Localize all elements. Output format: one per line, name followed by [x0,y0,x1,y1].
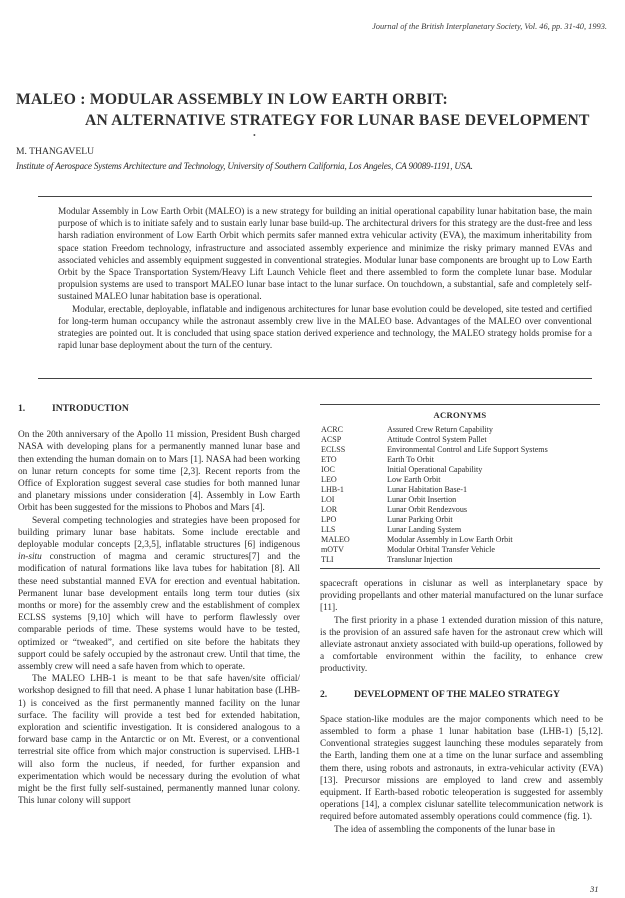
section-number: 2. [320,688,328,700]
text-run: Several competing technologies and strategies have been proposed for building primary lunar base habitats. Some include erectable and deployable modular concepts [2,3,5], inflatable structures [6] indigenous [18,515,300,551]
acronym-row [321,515,548,525]
acronym-abbr: LPO [321,515,337,524]
acronym-row [321,435,548,445]
section-2-paragraph-1: Space station-like modules are the major components which need to be assembled to form a phase 1 lunar habitation base (LHB-1) [5,12]. Conventional strategies suggest launching these modules separately from the Earth, landing them one at a time on the lunar surface and assembling them there, using robots and astronauts, in extra-vehicular activity (EVA) [13]. Precursor missions are employed to land crew and assembly equipment. If Earth-based robotic teleoperation is suggested for assembly operations [14], a complex cislunar satellite telecommunication network is required before automated assembly operations could commence (fig. 1). [320,714,603,823]
acronym-row [321,525,548,535]
abstract-paragraph-2: Modular, erectable, deployable, inflatable and indigenous architectures for lunar base evolution could be developed, site tested and certified for long-term human occupancy while the astronaut assembly crew live in the MALEO base. Advantages of the MALEO over conventional strategies are pointed out. It is concluded that using space station derived experience and technology, the MALEO strategy holds promise for a rapid lunar base deployment about the turn of the century. [58,304,592,352]
section-2-paragraph-2: The idea of assembling the components of the lunar base in [334,824,555,835]
acronym-abbr: TLI [321,555,334,564]
intro-paragraph-5: The first priority in a phase 1 extended duration mission of this nature, is the provision of an assured safe haven for the astronaut crew which will alleviate astronaut anxiety associated with build-up operations, followed by a comfortable environment within the facility, to enhance crew productivity. [320,615,603,675]
abstract-bottom-rule [38,378,592,379]
acronym-meaning: Initial Operational Capability [387,465,483,474]
text-run: construction of magma and ceramic structures[7] and the modification of natural formations like lava tubes for habitation [8]. All these need substantial manned EVA for erection and eventual habitation. Permanent lunar base development entails long term tour duties (six months or more) for the assembly crew and the establishment of complex ECLSS systems [9,10] which will have to perform flawlessly over comparable periods of time. These systems would have to be tested, optimized or “tweaked”, and certified on site before the habitats they support could be safely occupied by the astronaut crew. Until that time, the assembly crew will need a safe haven from which to operate. [18,552,300,673]
abstract-paragraph-1: Modular Assembly in Low Earth Orbit (MALEO) is a new strategy for building an initial operational capability lunar habitation base, the main purpose of which is to initiate safely and to sustain early lunar base build-up. The architectural drivers for this strategy are the dust-free and less harsh radiation environment of Low Earth Orbit which permits safer manned extra vehicular activity (EVA), the maximum inheritability from space station Freedom technology, infrastructure and associated assembly experience and minimize the risky primary manned EVAs and associated vehicles and assembly equipment suggested in conventional strategies. Modular lunar base components are brought up to Low Earth Orbit by the Space Transportation System/Heavy Lift Launch Vehicle fleet and there assembled to form the complete lunar base. Modular propulsion systems are used to transport MALEO lunar base intact to the lunar surface. On touchdown, a substantial, safe and completely self-sustained MALEO lunar habitation base is operational. [58,207,592,303]
left-column [18,403,300,808]
intro-paragraph-2 [18,515,300,674]
acronym-meaning: Lunar Habitation Base-1 [387,485,468,494]
acronym-abbr: LLS [321,525,336,534]
acronym-meaning: Modular Orbital Transfer Vehicle [387,545,495,554]
acronym-meaning: Attitude Control System Pallet [387,435,487,444]
intro-paragraph-3: The MALEO LHB-1 is meant to be that safe haven/site official/ workshop designed to fill that need. A phase 1 lunar habitation base (LHB-1) is conceived as the first permanently manned facility on the lunar surface. The facility will provide a test bed for extended habitation, exploration and scientific investigation. It is considered analogous to a forward base camp in the Antarctic or on Mt. Everest, or a conventional terrestrial site office from which major construction is supervised. LHB-1 will also form the nucleus, if needed, for further expansion and experimentation which would be necessary during the evolution of what might be the first fully self-sustained, permanently manned lunar colony. This lunar colony will support [18,674,300,807]
acronym-abbr: LOI [321,495,335,504]
acronym-meaning: Earth To Orbit [387,455,434,464]
acronym-abbr: LHB-1 [321,485,344,494]
abstract-top-rule [38,196,592,197]
acronym-meaning: Translunar Injection [387,555,453,564]
acronym-row [321,505,548,515]
acronyms-title: ACRONYMS [433,410,487,420]
acronym-row [321,425,548,435]
intro-paragraph-4: spacecraft operations in cislunar as well as interplanetary space by providing propellants and other material manufactured on the lunar surface [11]. [320,579,603,614]
acronym-row [321,485,548,495]
acronym-meaning: Modular Assembly in Low Earth Orbit [387,535,513,544]
acronym-meaning: Assured Crew Return Capability [387,425,493,434]
author-affiliation: Institute of Aerospace Systems Architecture and Technology, University of Southern California, Los Angeles, CA 90089-1191, USA. [16,161,473,171]
acronym-meaning: Environmental Control and Life Support Systems [387,445,548,454]
acronym-meaning: Low Earth Orbit [387,475,441,484]
section-1-heading [18,403,300,415]
intro-paragraph-1: On the 20th anniversary of the Apollo 11 mission, President Bush charged NASA with developing plans for a permanently manned lunar base and then extending the human domain on to Mars [1]. NASA had been working on lunar return concepts for some time [2,3]. Recent reports from the Office of Exploration suggest several case studies for both manned lunar and planetary missions under consideration [4]. Assembly in Low Earth Orbit has been suggested for the missions to Phobos and Mars [4]. [18,430,300,514]
page-number: 31 [590,884,599,894]
acronym-abbr: ACRC [321,425,344,434]
paper-title-line-1: MALEO : MODULAR ASSEMBLY IN LOW EARTH ORBIT: [16,91,448,108]
italic-term: in-situ [18,552,42,563]
acronym-row [321,475,548,485]
section-number: 1. [18,403,26,414]
acronym-row [321,545,548,555]
acronym-meaning: Lunar Orbit Insertion [387,495,457,504]
journal-citation: Journal of the British Interplanetary Society, Vol. 46, pp. 31-40, 1993. [372,22,607,31]
acronym-row [321,555,548,565]
section-title: INTRODUCTION [52,403,129,414]
acronym-abbr: mOTV [321,545,344,554]
section-title: DEVELOPMENT OF THE MALEO STRATEGY [354,688,560,700]
acronyms-bottom-rule [320,568,600,569]
acronym-row [321,465,548,475]
acronym-abbr: LEO [321,475,337,484]
abstract [58,206,592,352]
stray-mark: • [253,131,256,140]
acronym-abbr: ACSP [321,435,342,444]
acronym-meaning: Lunar Landing System [387,525,462,534]
acronym-abbr: ECLSS [321,445,346,454]
acronym-row [321,455,548,465]
acronym-abbr: LOR [321,505,338,514]
acronym-meaning: Lunar Orbit Rendezvous [387,505,468,514]
author-name: M. THANGAVELU [16,146,94,157]
acronym-meaning: Lunar Parking Orbit [387,515,453,524]
acronym-row [321,535,548,545]
acronym-abbr: IOC [321,465,335,474]
acronym-abbr: ETO [321,455,337,464]
right-column [320,578,603,836]
acronyms-table [321,425,548,565]
acronyms-top-rule [320,404,600,405]
acronym-row [321,445,548,455]
section-2-heading [320,689,603,701]
paper-title-line-2: AN ALTERNATIVE STRATEGY FOR LUNAR BASE DEVELOPMENT [85,112,590,129]
acronym-abbr: MALEO [321,535,350,544]
acronym-row [321,495,548,505]
